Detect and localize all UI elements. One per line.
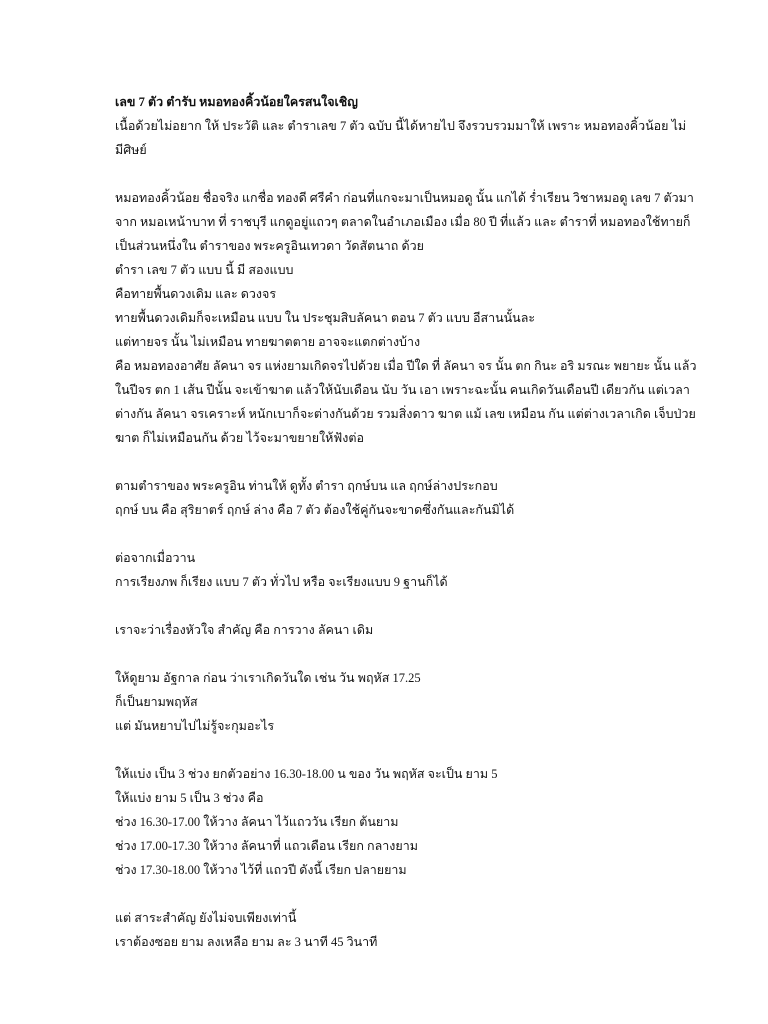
- history-line: แต่ทายจร นั้น ไม่เหมือน ทายฆาตตาย อาจจะแตกต่างบ้าง: [115, 335, 421, 349]
- history-line: ทายพื้นดวงเดิมก็จะเหมือน แบบ ใน ประชุมสิบลัคนา ตอน 7 ตัว แบบ อีสานนั้นละ: [115, 311, 536, 325]
- history-line: หมอทองคิ้วน้อย ชื่อจริง แกชื่อ ทองดี ศรีคำ ก่อนที่แกจะมาเป็นหมอดู นั้น แกได้ ร่ำเรียน วิชาหมอดู เลข 7 ตัวมา: [115, 191, 694, 205]
- paragraph-spacer: [115, 594, 685, 618]
- history-line: ฆาต ก็ไม่เหมือนกัน ด้วย ไว้จะมาขยายให้ฟังต่อ: [115, 431, 364, 445]
- closing-line: เราต้องซอย ยาม ลงเหลือ ยาม ละ 3 นาที 45 วินาที: [115, 935, 378, 949]
- document-body: [115, 90, 697, 954]
- division-line: ช่วง 17.00-17.30 ให้วาง ลัคนาที่ แถวเดือน เรียก กลางยาม: [115, 839, 418, 853]
- division-line: ช่วง 17.30-18.00 ให้วาง ไว้ที่ แถวปี ดังนี้ เรียก ปลายยาม: [115, 863, 407, 877]
- intro-line: เนื้อด้วยไม่อยาก ให้ ประวัติ และ ตำราเลข 7 ตัว ฉบับ นี้ได้หายไป จึงรวบรวมมาให้ เพราะ หมอทองคิ้วน้อย ไม่: [115, 119, 687, 133]
- history-line: ต่างกัน ลัคนา จรเคราะห์ หนักเบาก็จะต่างกันด้วย รวมสิ่งดาว ฆาต แม้ เลข เหมือน กัน แต่ต่างเวลาเกิด เจ็บป่วย: [115, 407, 696, 421]
- paragraph-spacer: [115, 882, 685, 906]
- division-line: ช่วง 16.30-17.00 ให้วาง ลัคนา ไว้แถววัน เรียก ต้นยาม: [115, 815, 399, 829]
- rules-line: ตามตำราของ พระครูอิน ท่านให้ ดูทั้ง ตำรา ฤกษ์บน แล ฤกษ์ล่างประกอบ: [115, 479, 498, 493]
- history-line: ในปีจร ตก 1 เส้น ปีนั้น จะเข้าฆาต แล้วให้นับเดือน นับ วัน เอา เพราะฉะนั้น คนเกิดวันเดือนปี เดียวกัน แต่เวลา: [115, 383, 690, 397]
- example-line: ก็เป็นยามพฤหัส: [115, 695, 198, 709]
- paragraph-spacer: [115, 162, 685, 186]
- history-line: ตำรา เลข 7 ตัว แบบ นี้ มี สองแบบ: [115, 263, 294, 277]
- key-point-line: เราจะว่าเรื่องหัวใจ สำคัญ คือ การวาง ลัคนา เดิม: [115, 623, 374, 637]
- rules-line: ฤกษ์ บน คือ สุริยาตร์ ฤกษ์ ล่าง คือ 7 ตัว ต้องใช้คู่กันจะขาดซึ่งกันและกันมิได้: [115, 503, 515, 517]
- history-line: คือทายพื้นดวงเดิม และ ดวงจร: [115, 287, 277, 301]
- example-line: แต่ มันหยาบไปไม่รู้จะกุมอะไร: [115, 719, 275, 733]
- history-line: จาก หมอเหน้าบาท ที่ ราชบุรี แกดูอยู่แถวๆ ตลาดในอำเภอเมือง เมื่อ 80 ปี ที่แล้ว และ ตำราที่ หมอทองใช้ทายก็: [115, 215, 691, 229]
- continuation-line: ต่อจากเมื่อวาน: [115, 551, 196, 565]
- intro-line: มีศิษย์: [115, 143, 147, 157]
- paragraph-spacer: [115, 642, 685, 666]
- paragraph-spacer: [115, 522, 685, 546]
- example-line: ให้ดูยาม อัฐกาล ก่อน ว่าเราเกิดวันใด เช่น วัน พฤหัส 17.25: [115, 671, 421, 685]
- history-line: คือ หมอทองอาศัย ลัคนา จร แห่งยามเกิดจรไปด้วย เมื่อ ปีใด ที่ ลัคนา จร นั้น ตก กินะ อริ มรณะ พยายะ นั้น แล้ว: [115, 359, 697, 373]
- continuation-line: การเรียงภพ ก็เรียง แบบ 7 ตัว ทั่วไป หรือ จะเรียงแบบ 9 ฐานก็ได้: [115, 575, 448, 589]
- document-title: เลข 7 ตัว ตำรับ หมอทองคิ้วน้อยใครสนใจเชิญ: [115, 95, 358, 109]
- paragraph-spacer: [115, 450, 685, 474]
- history-line: เป็นส่วนหนึ่งใน ตำราของ พระครูอินเทวดา วัดสัตนาถ ด้วย: [115, 239, 424, 253]
- division-line: ให้แบ่ง ยาม 5 เป็น 3 ช่วง คือ: [115, 791, 264, 805]
- paragraph-spacer: [115, 738, 685, 762]
- closing-line: แต่ สาระสำคัญ ยังไม่จบเพียงเท่านี้: [115, 911, 297, 925]
- division-line: ให้แบ่ง เป็น 3 ช่วง ยกตัวอย่าง 16.30-18.00 น ของ วัน พฤหัส จะเป็น ยาม 5: [115, 767, 498, 781]
